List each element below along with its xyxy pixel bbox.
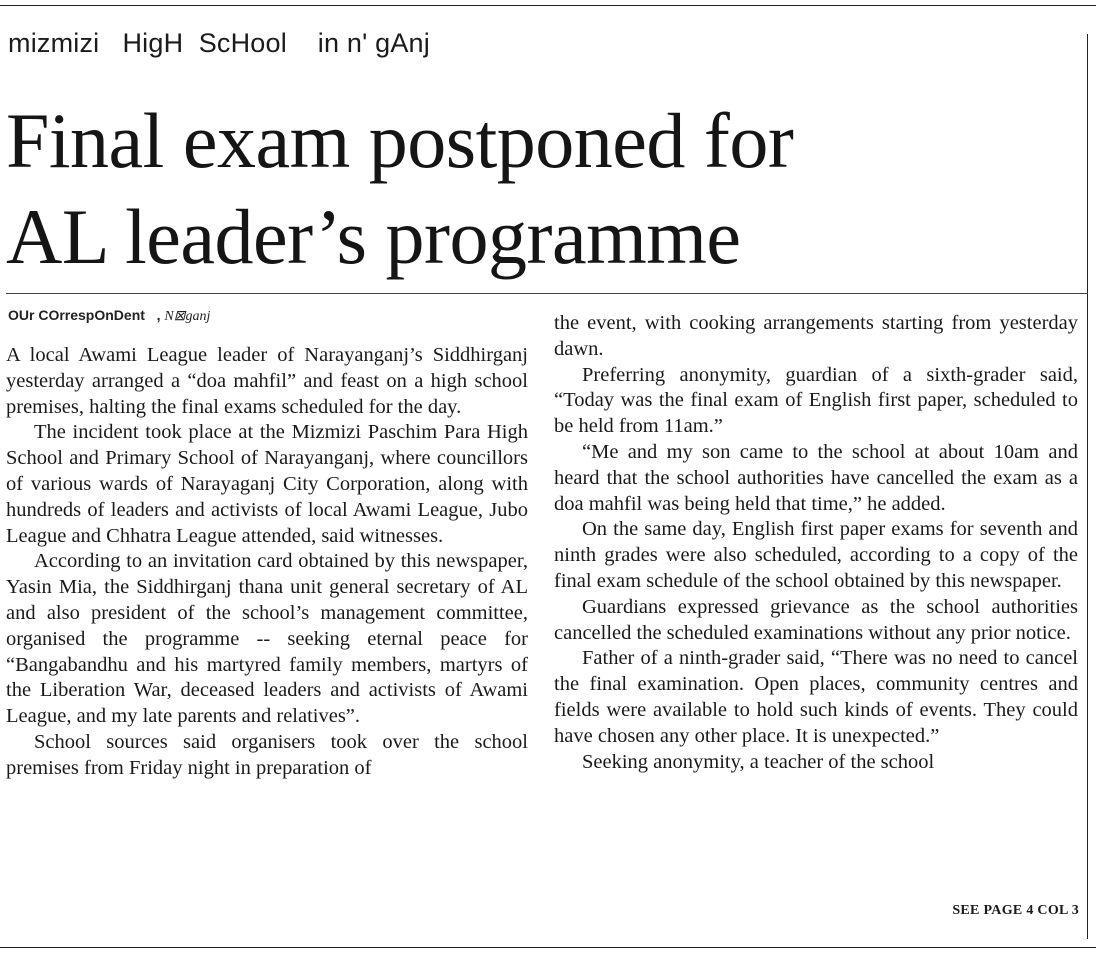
paragraph: School sources said organisers took over the school premises from Friday night in preparation of	[6, 730, 528, 779]
article-column-2	[554, 311, 1078, 775]
headline-line-1: Final exam postponed for	[6, 97, 794, 184]
byline-place: N⊠ganj	[164, 309, 211, 324]
headline-line-2: AL leader’s programme	[6, 193, 741, 280]
paragraph: “Me and my son came to the school at about 10am and heard that the school authorities have cancelled the exam as a doa mahfil was being held that time,” he added.	[554, 440, 1078, 515]
headline-rule	[6, 293, 1088, 294]
paragraph: Father of a ninth-grader said, “There was no need to cancel the final examination. Open places, community centres and fields were available to hold such kinds of events. They could have chosen any other place. It is unexpected.”	[554, 647, 1078, 747]
continued-on-page-label: SEE PAGE 4 COL 3	[952, 903, 1079, 918]
paragraph: A local Awami League leader of Narayanganj’s Siddhirganj yesterday arranged a “doa mahfil” and feast on a high school premises, halting the final exams scheduled for the day.	[6, 344, 528, 418]
paragraph: According to an invitation card obtained by this newspaper, Yasin Mia, the Siddhirganj thana unit general secretary of AL and also president of the school’s management committee, organised the programme -- seeking eternal peace for “Bangabandhu and his martyred family members, martyrs of the Liberation War, deceased leaders and activists of Awami League, and my late parents and relatives”.	[6, 550, 528, 728]
paragraph: The incident took place at the Mizmizi Paschim Para High School and Primary School of Narayanganj, where councillors of various wards of Narayaganj City Corporation, along with hundreds of leaders and activists of local Awami League, Jubo League and Chhatra League attended, said witnesses.	[6, 421, 528, 547]
byline: OUr COrrespOnDent , N⊠ganj	[8, 307, 211, 324]
kicker: mizmizi HigH ScHool in n' gAnj	[8, 28, 430, 58]
paragraph: Preferring anonymity, guardian of a sixth-grader said, “Today was the final exam of English first paper, scheduled to be held from 11am.”	[554, 363, 1078, 438]
article-column-1	[6, 343, 528, 782]
paragraph: Seeking anonymity, a teacher of the school	[582, 750, 935, 773]
top-rule	[0, 5, 1096, 6]
right-column-rule	[1087, 34, 1088, 939]
paragraph: On the same day, English first paper exams for seventh and ninth grades were also scheduled, according to a copy of the final exam schedule of the school obtained by this newspaper.	[554, 518, 1078, 592]
paragraph: the event, with cooking arrangements starting from yesterday dawn.	[554, 312, 1078, 360]
headline	[6, 93, 1081, 285]
paragraph: Guardians expressed grievance as the school authorities cancelled the scheduled examinations without any prior notice.	[554, 595, 1078, 644]
bottom-rule	[0, 947, 1096, 948]
byline-author: OUr COrrespOnDent	[8, 307, 145, 323]
